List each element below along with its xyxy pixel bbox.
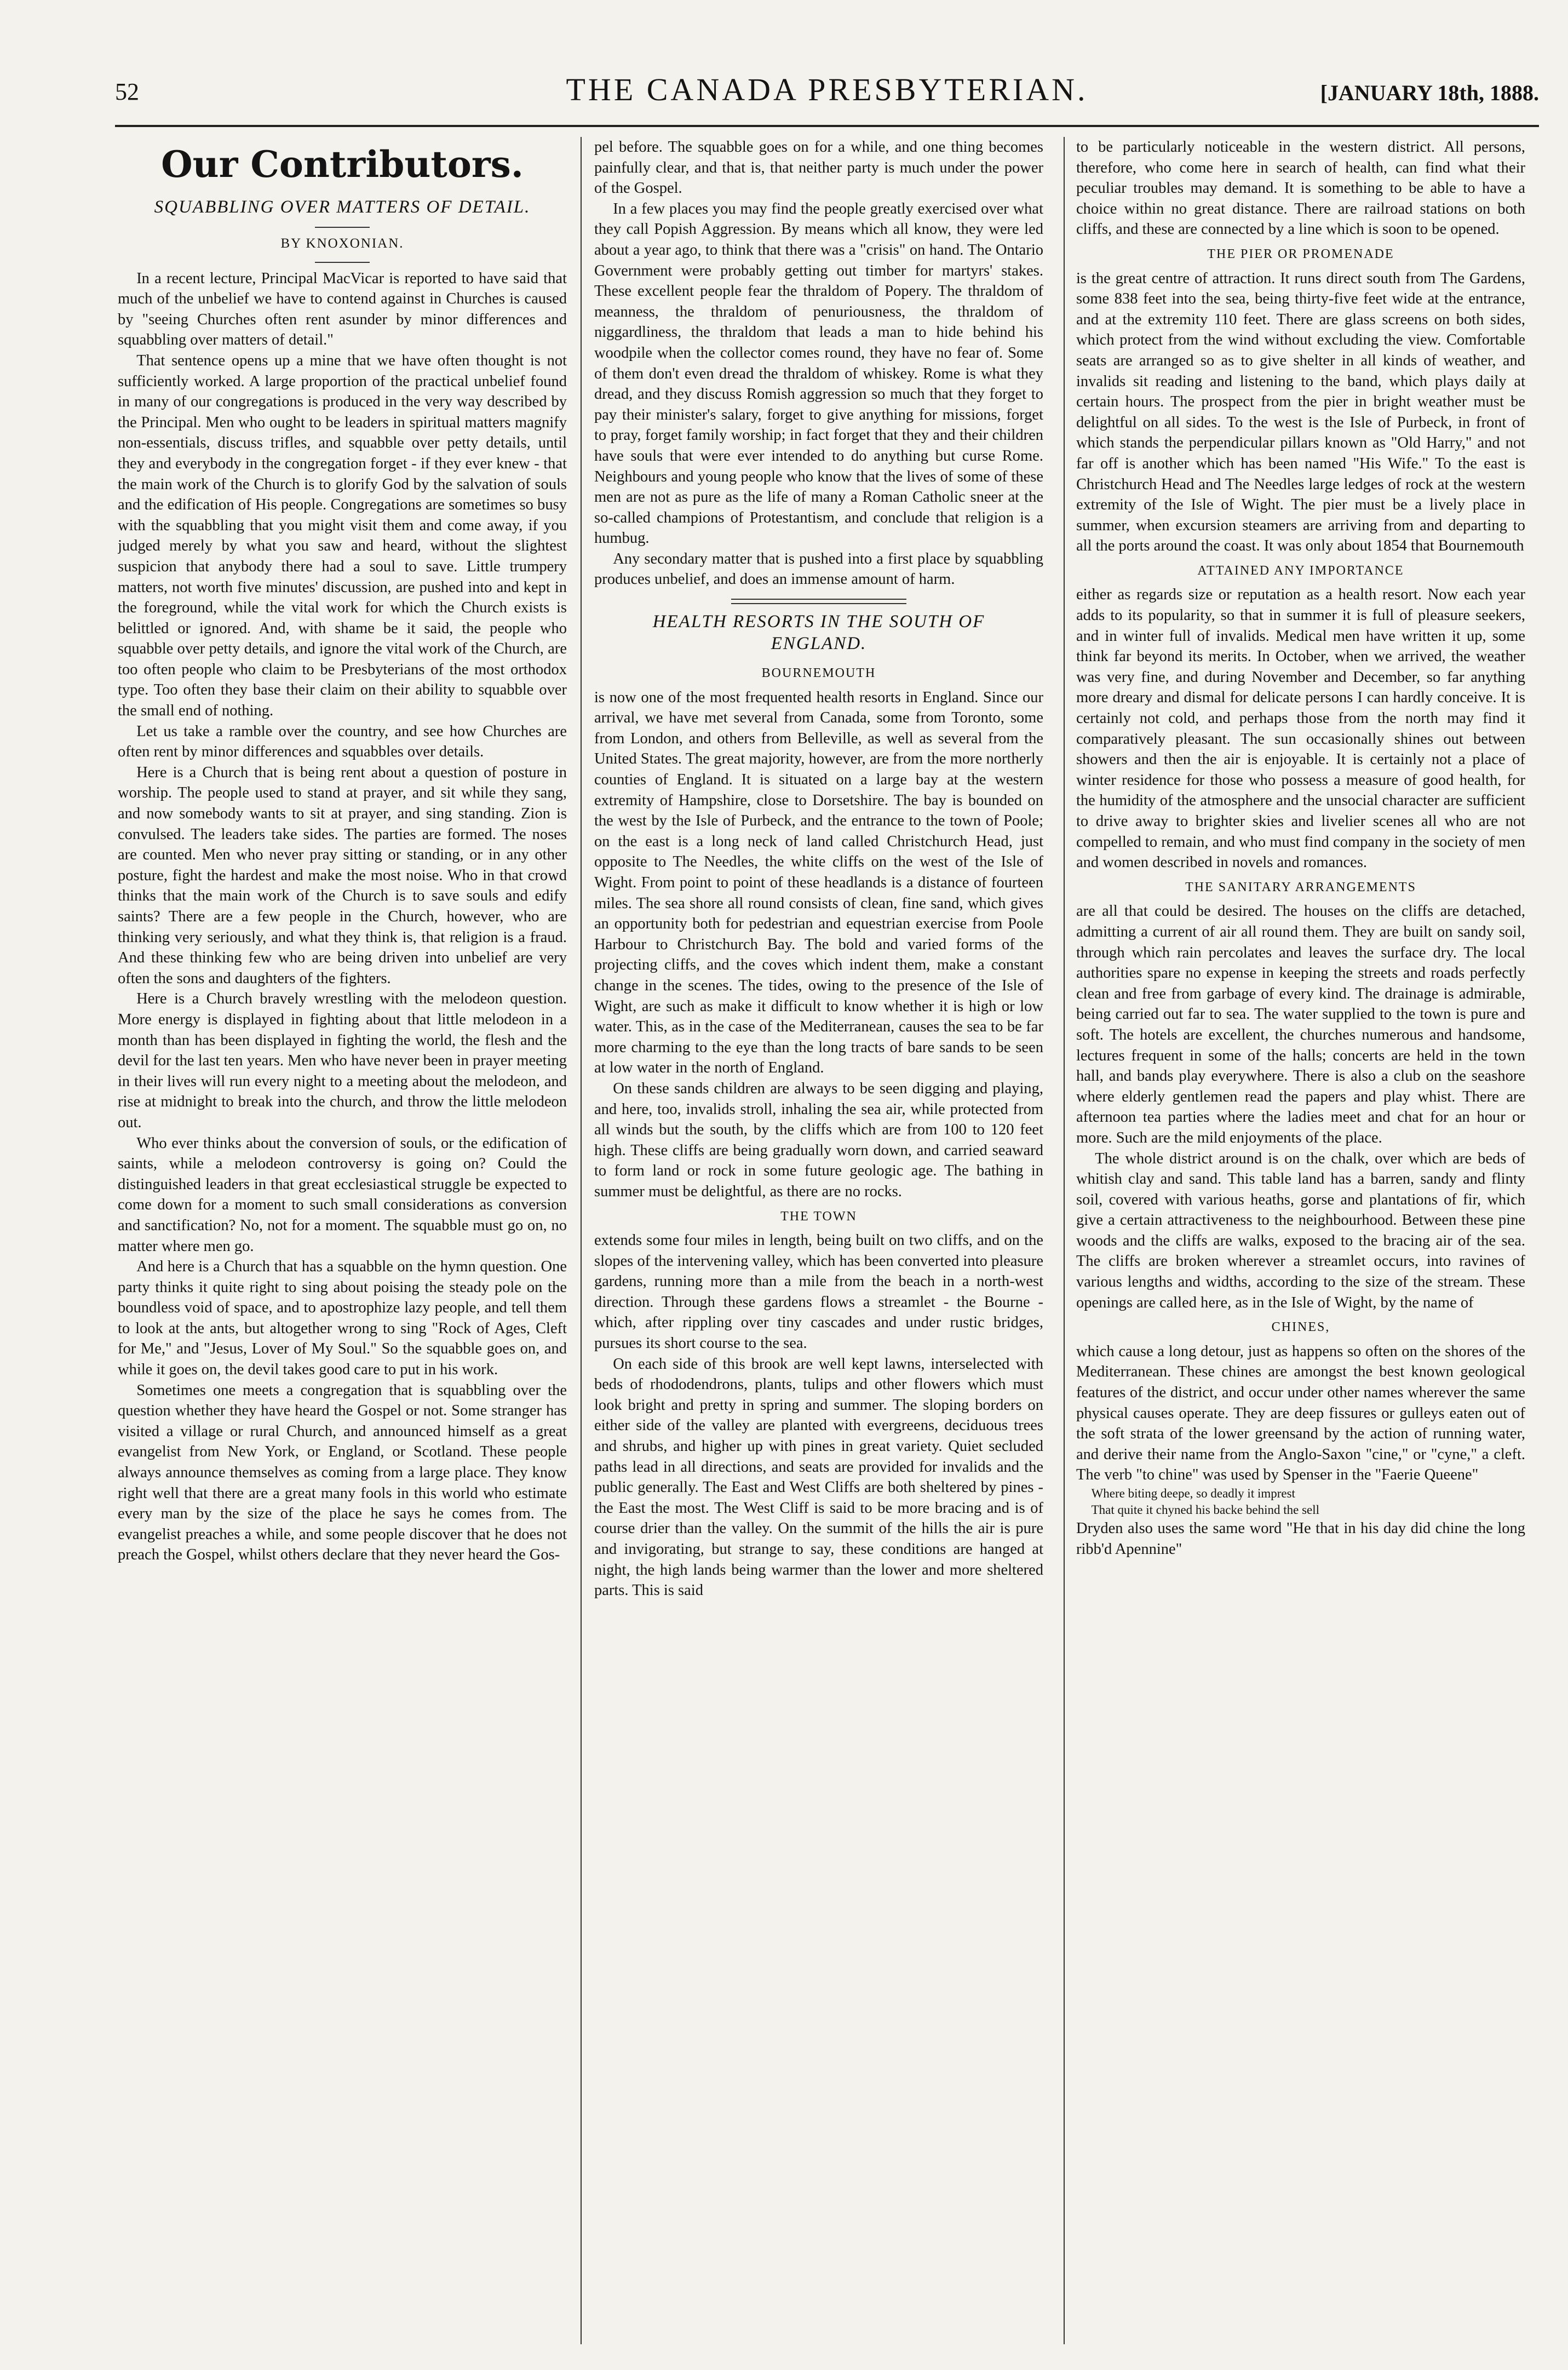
subhead: THE SANITARY ARRANGEMENTS: [1185, 880, 1416, 894]
page-number: 52: [115, 78, 139, 105]
paragraph: is the great centre of attraction. It runs direct south from The Gardens, some 838 feet into the sea, being thirty-five feet wide at the entrance, and at the extremity 110 feet. There are glass screens on both sides, which protect from the wind without excluding the view. Comfortable seats are arranged so as to give shelter in all kinds of weather, and invalids sit reading and listening to the band, which plays daily at certain hours. The prospect from the pier in bright weather must be delightful on all sides. To the west is the Isle of Purbeck, in front of which stands the perpendicular pillars known as "Old Harry," and not far off is another which has been named "His Wife." To the east is Christchurch Head and The Needles large ledges of rock at the western extremity of the Isle of Wight. The pier must be a lively place in summer, when excursion steamers are arriving from and departing to all the ports around the coast. It was only about 1854 that Bournemouth: [1076, 269, 1525, 555]
paragraph: That sentence opens up a mine that we have often thought is not sufficiently worked. A large proportion of the practical unbelief found in many of our congregations is produced in the very way described by the Principal. Men who ought to be leaders in spiritual matters magnify non-essentials, discuss trifles, and squabble over petty details, until they and everybody in the congregation forget - if they ever knew - that the main work of the Church is to glorify God by the salvation of souls and the edification of His people. Congregations are sometimes so busy with the squabbling that you might visit them and come away, if you judged merely by what you saw and heard, without the slightest suspicion that anybody there had a soul to save. Little trumpery matters, not worth five minutes' discussion, are pushed into and kept in the foreground, while the vital work for which the Church exists is belittled or ignored. And, with shame be it said, the people who squabble over petty details, and ignore the vital work of the Church, are too often people who claim to be Presbyterians of the most orthodox type. Too often they base their claim on their ability to squabble over the small end of nothing.: [118, 352, 567, 720]
article-title: HEALTH RESORTS IN THE SOUTH OF ENGLAND.: [652, 612, 985, 654]
article-separator: [731, 599, 906, 604]
paragraph: pel before. The squabble goes on for a while, and one thing becomes painfully clear, and that is, that neither party is much under the power of the Gospel.: [594, 139, 1043, 197]
title-rule: [315, 227, 370, 228]
subhead: THE PIER OR PROMENADE: [1207, 246, 1394, 261]
paragraph: extends some four miles in length, being built on two cliffs, and on the slopes of the intervening valley, which has been converted into pleasure gardens, running more than a mile from the beach in a north-west direction. Through these gardens flows a streamlet - the Bourne - which, after rippling over tiny cascades and under rustic bridges, pursues its short course to the sea.: [594, 1232, 1043, 1352]
paragraph: is now one of the most frequented health resorts in England. Since our arrival, we have met several from Canada, some from Toronto, some from London, and others from Belleville, as well as several from the United States. The great majority, however, are from the more northerly counties of England. It is situated on a large bay at the western extremity of Hampshire, close to Dorsetshire. The bay is bounded on the west by the Isle of Purbeck, and the entrance to the town of Poole; on the east is a long neck of land called Christchurch Head, just opposite to The Needles, the white cliffs on the west of the Isle of Wight. From point to point of these headlands is a distance of fourteen miles. The sea shore all round consists of clean, fine sand, which gives an opportunity both for pedestrian and equestrian exercise from Poole Harbour to Christchurch Bay. The bold and varied forms of the projecting cliffs, and the coves which indent them, make a constant change in the scenes. The tides, owing to the presence of the Isle of Wight, are such as make it difficult to know whether it is high or low water. This, as in the case of the Mediterranean, causes the sea to be far more charming to the eye than the long tracts of bare sands to be seen at low water in the north of England.: [594, 688, 1043, 1077]
paragraph: And here is a Church that has a squabble on the hymn question. One party thinks it quite right to sing about poising the steady pole on the boundless void of space, and to apostrophize lazy people, and tell them to look at the ants, but altogether wrong to sing "Rock of Ages, Cleft for Me," and "Jesus, Lover of My Soul." So the squabble goes on, and while it goes on, the devil takes good care to put in his work.: [118, 1258, 567, 1379]
masthead-title: THE CANADA PRESBYTERIAN.: [566, 72, 1088, 107]
quote-line: Where biting deepe, so deadly it imprest: [1091, 1487, 1295, 1500]
paragraph: which cause a long detour, just as happens so often on the shores of the Mediterranean. These chines are amongst the best known geological features of the district, and occur under other names wherever the same physical causes operate. They are deep fissures or gulleys eaten out of the soft strata of the lower greensand by the action of running water, and derive their name from the Anglo-Saxon "cine," or "cyne," a cleft. The verb "to chine" was used by Spenser in the "Faerie Queene": [1076, 1342, 1525, 1484]
subhead: CHINES,: [1271, 1320, 1330, 1335]
paragraph: In a recent lecture, Principal MacVicar is reported to have said that much of the unbelief we have to contend against in Churches is caused by "seeing Churches often rent asunder by minor differences and squabbling over matters of detail.": [118, 269, 567, 349]
paragraph: Here is a Church bravely wrestling with the melodeon question. More energy is displayed in fighting about that little melodeon in a month than has been displayed in fighting the world, the flesh and the devil for the last ten years. Men who have never been in prayer meeting in their lives will run every night to a meeting about the melodeon, and rise at midnight to break into the church, and throw the little melodeon out.: [118, 990, 567, 1131]
paragraph: Here is a Church that is being rent about a question of posture in worship. The people used to stand at prayer, and sit while they sang, and now somebody wants to sit at prayer, and sing standing. Zion is convulsed. The leaders take sides. The parties are formed. The noses are counted. Men who never pray sitting or standing, or in any other posture, fight the hardest and make the most noise. Who in that crowd thinks that the main work of the Church is to save souls and edify saints? There are a few people in the Church, however, who are thinking very seriously, and what they think is, that religion is a fraud. And these thinking few who are being driven into unbelief are very often the sons and daughters of the fighters.: [118, 764, 567, 987]
paragraph: The whole district around is on the chalk, over which are beds of whitish clay and sand. This table land has a barren, sandy and flinty soil, covered with various heaths, gorse and plantations of fir, which give a certain attractiveness to the neighbourhood. Between these pine woods and the cliffs are walks, exposed to the bracing air of the sea. The cliffs are broken wherever a streamlet occurs, into ravines of various lengths and widths, according to the size of the stream. These openings are called here, as in the Isle of Wight, by the name of: [1076, 1150, 1525, 1311]
paragraph: either as regards size or reputation as a health resort. Now each year adds to its popularity, so that in summer it is full of pleasure seekers, and in winter full of invalids. Medical men have written it up, some think far beyond its merits. In October, when we arrived, the weather was very fine, and during November and December, so far anything more dreary and dismal for delicate persons I can hardly conceive. It is certainly not cold, and perhaps those from the north may find it comparatively pleasant. The sun occasionally shines out between showers and then the air is enjoyable. It is certainly not a place of winter residence for those who possess a measure of good health, for the humidity of the atmosphere and the unsocial character are sufficient to drive away to brighter skies and livelier scenes all who are not compelled to remain, and who must find company in the society of men and women described in novels and romances.: [1076, 586, 1525, 871]
page-header: [115, 71, 1539, 120]
paragraph: On each side of this brook are well kept lawns, interselected with beds of rhododendrons, plants, tulips and other flowers which must look bright and pretty in spring and summer. The sloping borders on either side of the valley are planted with evergreens, deciduous trees and shrubs, and higher up with pines in great variety. Quiet secluded paths lead in all directions, and seats are provided for invalids and the public generally. The East and West Cliffs are both sheltered by pines - the East the most. The West Cliff is said to be more bracing and is of course drier than the valley. On the summit of the hills the air is pure and invigorating, but strange to say, these conditions are hanged at night, the high lands being warmer than the lower and more sheltered parts. This is said: [594, 1355, 1043, 1599]
column-3: [1076, 137, 1525, 2344]
paragraph: to be particularly noticeable in the western district. All persons, therefore, who come here in search of health, can find what their peculiar troubles may demand. It is something to be able to have a choice within no great distance. There are railroad stations on both cliffs, and these are connected by a line which is soon to be opened.: [1076, 139, 1525, 238]
paragraph: Who ever thinks about the conversion of souls, or the edification of saints, while a melodeon controversy is going on? Could the distinguished leaders in that great ecclesiastical struggle be expected to come down for a moment to such small considerations as conversion and sanctification? No, not for a moment. The squabble must go on, no matter where men go.: [118, 1134, 567, 1255]
paragraph: Sometimes one meets a congregation that is squabbling over the question whether they have heard the Gospel or not. Some stranger has visited a village or rural Church, and announced himself as a great evangelist from New York, or England, or Scotland. These people always announce themselves as coming from a large place. They know right well that there are a great many fools in this world who estimate every man by the size of the place he says he comes from. The evangelist preaches a while, and some people discover that he does not preach the Gospel, whilst others declare that they never heard the Gos-: [118, 1381, 567, 1564]
column-divider: [1064, 137, 1065, 2344]
article-title: SQUABBLING OVER MATTERS OF DETAIL.: [154, 197, 531, 217]
subhead: ATTAINED ANY IMPORTANCE: [1197, 563, 1404, 578]
quote-line: That quite it chyned his backe behind the sell: [1091, 1503, 1320, 1517]
paragraph: On these sands children are always to be seen digging and playing, and here, too, invalids stroll, inhaling the sea air, while protected from all winds but the south, by the cliffs which are from 100 to 120 feet high. These cliffs are being gradually worn down, and carried seaward to form land or rock in some future geologic age. The bathing in summer must be delightful, as there are no rocks.: [594, 1080, 1043, 1200]
paragraph: Let us take a ramble over the country, and see how Churches are often rent by minor differences and squabbles over details.: [118, 722, 567, 761]
paragraph: Dryden also uses the same word "He that in his day did chine the long ribb'd Apennine": [1076, 1520, 1525, 1558]
subhead: BOURNEMOUTH: [761, 666, 876, 681]
header-rule: [115, 125, 1539, 127]
byline: BY KNOXONIAN.: [280, 236, 404, 251]
paragraph: In a few places you may find the people greatly exercised over what they call Popish Aggression. By means which all know, they were led about a year ago, to think that there was a "crisis" on hand. The Ontario Government were probably getting out timber for martyrs' stakes. These excellent people fear the thraldom of Popery. The thraldom of meanness, the thraldom of penuriousness, the thraldom of niggardliness, the thraldom that leads a man to hide behind his woodpile when the collector comes round, they have no fear of. Some of them don't even dread the thraldom of whiskey. Rome is what they dread, and they discuss Romish aggression so much that they forget to pay their minister's salary, forget to give anything for missions, forget to pray, forget family worship; in fact forget that they and their children have souls that were ever intended to do anything but curse Rome. Neighbours and young people who know that the lives of some of these men are not as pure as the life of many a Roman Catholic sneer at the so-called champions of Protestantism, and conclude that religion is a humbug.: [594, 200, 1043, 547]
column-1: [118, 137, 567, 2344]
column-divider: [581, 137, 582, 2344]
paragraph: Any secondary matter that is pushed into a first place by squabbling produces unbelief, and does an immense amount of harm.: [594, 550, 1043, 588]
section-title: Our Contributors.: [161, 143, 524, 186]
byline-rule: [315, 262, 370, 263]
paragraph: are all that could be desired. The houses on the cliffs are detached, admitting a current of air all round them. They are built on sandy soil, through which rain percolates and leaves the surface dry. The local authorities spare no expense in keeping the streets and roads perfectly clean and free from garbage of every kind. The drainage is admirable, being carried out far to sea. The water supplied to the town is pure and soft. The hotels are excellent, the churches numerous and handsome, lectures frequent in some of the halls; concerts are held in the town hall, and bands play everywhere. There is also a club on the seashore where elderly gentlemen read the papers and play whist. There are afternoon tea parties where the ladies meet and chat for an hour or more. Such are the mild enjoyments of the place.: [1076, 903, 1525, 1146]
column-2: [594, 137, 1043, 2344]
subhead: THE TOWN: [780, 1209, 857, 1224]
issue-date: [JANUARY 18th, 1888.: [1320, 81, 1539, 105]
